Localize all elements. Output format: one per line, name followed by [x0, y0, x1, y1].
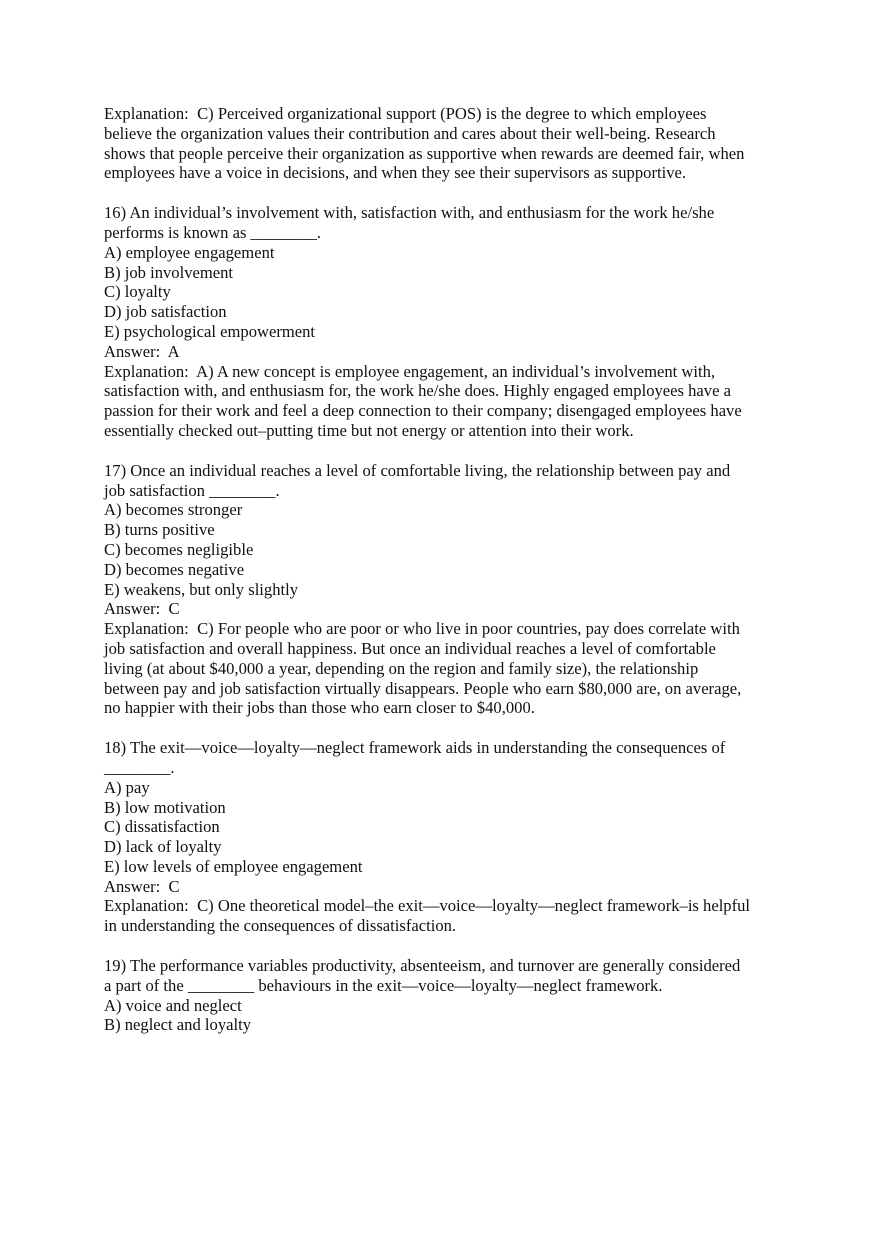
option-c: C) dissatisfaction	[104, 817, 220, 837]
explanation-line: essentially checked out–putting time but not energy or attention into their work.	[104, 420, 634, 440]
question-text: performs is known as ________.	[104, 222, 322, 242]
explanation-line: job satisfaction and overall happiness. But once an individual reaches a level of comfortable	[104, 638, 716, 658]
question-text: ________.	[104, 757, 175, 777]
question-text: 18) The exit—voice—loyalty—neglect framework aids in understanding the consequences of	[104, 738, 726, 758]
question-17	[104, 461, 784, 718]
option-e: E) low levels of employee engagement	[104, 856, 363, 876]
explanation-line: shows that people perceive their organization as supportive when rewards are deemed fair, when	[104, 143, 745, 163]
question-19	[104, 956, 784, 1035]
option-a: A) voice and neglect	[104, 995, 242, 1015]
explanation-line: Explanation: C) One theoretical model–the exit—voice—loyalty—neglect framework–is helpful	[104, 896, 751, 916]
answer: Answer: A	[104, 341, 180, 361]
answer: Answer: C	[104, 876, 180, 896]
explanation-line: Explanation: C) Perceived organizational support (POS) is the degree to which employees	[104, 104, 707, 123]
option-a: A) pay	[104, 777, 150, 797]
explanation-line: Explanation: C) For people who are poor or who live in poor countries, pay does correlate with	[104, 619, 740, 639]
question-text: 19) The performance variables productivity, absenteeism, and turnover are generally considered	[104, 956, 741, 976]
explanation-line: employees have a voice in decisions, and when they see their supervisors as supportive.	[104, 163, 687, 183]
explanation-line: living (at about $40,000 a year, depending on the region and family size), the relationship	[104, 658, 699, 678]
option-a: A) employee engagement	[104, 242, 275, 262]
question-text: job satisfaction ________.	[104, 480, 280, 500]
option-c: C) becomes negligible	[104, 539, 254, 559]
question-text: a part of the ________ behaviours in the exit—voice—loyalty—neglect framework.	[104, 975, 663, 995]
explanation-line: believe the organization values their contribution and cares about their well-being. Research	[104, 123, 716, 143]
question-text: 17) Once an individual reaches a level of comfortable living, the relationship between pay and	[104, 460, 731, 480]
option-b: B) job involvement	[104, 262, 234, 282]
explanation-line: Explanation: A) A new concept is employee engagement, an individual’s involvement with,	[104, 361, 716, 381]
option-c: C) loyalty	[104, 282, 171, 302]
answer: Answer: C	[104, 599, 180, 619]
option-b: B) turns positive	[104, 520, 215, 540]
prev-explanation	[104, 104, 784, 183]
option-d: D) lack of loyalty	[104, 837, 222, 857]
question-16	[104, 203, 784, 441]
option-e: E) psychological empowerment	[104, 321, 316, 341]
option-e: E) weakens, but only slightly	[104, 579, 299, 599]
option-d: D) job satisfaction	[104, 302, 227, 322]
explanation-line: satisfaction with, and enthusiasm for, the work he/she does. Highly engaged employees have a	[104, 381, 731, 401]
explanation-line: no happier with their jobs than those who earn closer to $40,000.	[104, 698, 535, 718]
option-b: B) low motivation	[104, 797, 226, 817]
question-text: 16) An individual’s involvement with, satisfaction with, and enthusiasm for the work he/she	[104, 203, 715, 223]
question-18	[104, 738, 784, 936]
explanation-line: in understanding the consequences of dissatisfaction.	[104, 916, 457, 936]
explanation-line: passion for their work and feel a deep connection to their company; disengaged employees have	[104, 401, 742, 421]
option-b: B) neglect and loyalty	[104, 1015, 251, 1035]
option-a: A) becomes stronger	[104, 500, 243, 520]
document-page	[104, 104, 784, 1035]
explanation-line: between pay and job satisfaction virtually disappears. People who earn $80,000 are, on average,	[104, 678, 742, 698]
option-d: D) becomes negative	[104, 559, 245, 579]
